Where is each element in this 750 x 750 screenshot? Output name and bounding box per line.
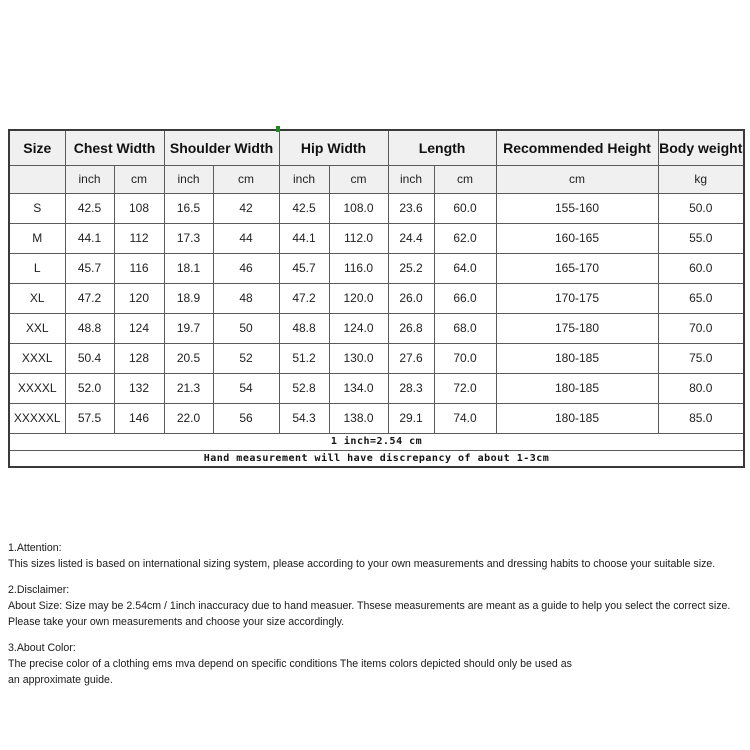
cell: 25.2 — [388, 253, 434, 283]
cell: 57.5 — [65, 403, 114, 433]
cell: 54 — [213, 373, 279, 403]
cell: 138.0 — [329, 403, 388, 433]
header-row-groups — [9, 130, 744, 165]
unit-shoulder-cm: cm — [213, 165, 279, 193]
table-row-xxxxl — [9, 373, 744, 403]
cell: 66.0 — [434, 283, 496, 313]
unit-shoulder-inch: inch — [164, 165, 213, 193]
cell: 116 — [114, 253, 164, 283]
footnote-about-color — [8, 640, 750, 688]
cell: 26.8 — [388, 313, 434, 343]
footnote-text: an approximate guide. — [8, 674, 113, 686]
header-row-units — [9, 165, 744, 193]
table-row-s — [9, 193, 744, 223]
cell: 60.0 — [658, 253, 744, 283]
footnote-title: 2.Disclaimer: — [8, 584, 70, 596]
table-row-xxxl — [9, 343, 744, 373]
footnote-disclaimer — [8, 582, 750, 630]
footnote-title: 1.Attention: — [8, 542, 62, 554]
cell: 165-170 — [496, 253, 658, 283]
cell: 132 — [114, 373, 164, 403]
cell: 28.3 — [388, 373, 434, 403]
cell: 44 — [213, 223, 279, 253]
cell: 48.8 — [65, 313, 114, 343]
cell: 17.3 — [164, 223, 213, 253]
unit-hip-cm: cm — [329, 165, 388, 193]
cell: 51.2 — [279, 343, 329, 373]
table-row-xxl — [9, 313, 744, 343]
cell: 44.1 — [65, 223, 114, 253]
cell: 24.4 — [388, 223, 434, 253]
col-header-hip-width: Hip Width — [279, 130, 388, 165]
cell: 45.7 — [279, 253, 329, 283]
note-hand-measurement: Hand measurement will have discrepancy of about 1-3cm — [9, 450, 744, 467]
cell: 74.0 — [434, 403, 496, 433]
footnotes — [8, 540, 750, 698]
cell: 180-185 — [496, 343, 658, 373]
cell: 26.0 — [388, 283, 434, 313]
cell-corner-marker — [276, 126, 280, 132]
cell: 50.0 — [658, 193, 744, 223]
cell: 80.0 — [658, 373, 744, 403]
cell: 60.0 — [434, 193, 496, 223]
col-header-chest-width: Chest Width — [65, 130, 164, 165]
table-row-xxxxxl — [9, 403, 744, 433]
cell: 108.0 — [329, 193, 388, 223]
size-label: L — [9, 253, 65, 283]
cell: 18.9 — [164, 283, 213, 313]
note-row-inch-conversion — [9, 433, 744, 450]
footnote-text: Please take your own measurements and choose your size accordingly. — [8, 616, 345, 628]
cell: 47.2 — [65, 283, 114, 313]
footnote-attention — [8, 540, 750, 572]
cell: 70.0 — [658, 313, 744, 343]
col-header-shoulder-width: Shoulder Width — [164, 130, 279, 165]
cell: 23.6 — [388, 193, 434, 223]
cell: 75.0 — [658, 343, 744, 373]
unit-empty — [9, 165, 65, 193]
cell: 29.1 — [388, 403, 434, 433]
cell: 55.0 — [658, 223, 744, 253]
unit-weight-kg: kg — [658, 165, 744, 193]
cell: 175-180 — [496, 313, 658, 343]
cell: 64.0 — [434, 253, 496, 283]
cell: 52.8 — [279, 373, 329, 403]
col-header-size: Size — [9, 130, 65, 165]
cell: 108 — [114, 193, 164, 223]
size-label: XXXXXL — [9, 403, 65, 433]
size-label: S — [9, 193, 65, 223]
unit-chest-cm: cm — [114, 165, 164, 193]
cell: 21.3 — [164, 373, 213, 403]
cell: 42.5 — [65, 193, 114, 223]
cell: 120.0 — [329, 283, 388, 313]
note-row-hand-measurement — [9, 450, 744, 467]
footnote-title: 3.About Color: — [8, 642, 76, 654]
note-inch-conversion: 1 inch=2.54 cm — [9, 433, 744, 450]
cell: 48.8 — [279, 313, 329, 343]
cell: 54.3 — [279, 403, 329, 433]
footnote-text: The precise color of a clothing ems mva depend on specific conditions The items colors depicted should only be used as — [8, 658, 572, 670]
cell: 180-185 — [496, 373, 658, 403]
table-row-l — [9, 253, 744, 283]
unit-hip-inch: inch — [279, 165, 329, 193]
cell: 116.0 — [329, 253, 388, 283]
cell: 45.7 — [65, 253, 114, 283]
cell: 155-160 — [496, 193, 658, 223]
col-header-body-weight: Body weight — [658, 130, 744, 165]
unit-length-cm: cm — [434, 165, 496, 193]
size-label: XXXXL — [9, 373, 65, 403]
cell: 65.0 — [658, 283, 744, 313]
size-chart-table — [8, 129, 745, 468]
cell: 56 — [213, 403, 279, 433]
cell: 120 — [114, 283, 164, 313]
cell: 22.0 — [164, 403, 213, 433]
size-label: XXL — [9, 313, 65, 343]
cell: 72.0 — [434, 373, 496, 403]
cell: 46 — [213, 253, 279, 283]
cell: 27.6 — [388, 343, 434, 373]
table-row-xl — [9, 283, 744, 313]
cell: 180-185 — [496, 403, 658, 433]
cell: 52 — [213, 343, 279, 373]
cell: 134.0 — [329, 373, 388, 403]
cell: 130.0 — [329, 343, 388, 373]
cell: 124 — [114, 313, 164, 343]
cell: 52.0 — [65, 373, 114, 403]
footnote-text: This sizes listed is based on international sizing system, please according to your own measurements and dressing habits to choose your suitable size. — [8, 558, 716, 570]
cell: 70.0 — [434, 343, 496, 373]
cell: 62.0 — [434, 223, 496, 253]
cell: 112 — [114, 223, 164, 253]
unit-length-inch: inch — [388, 165, 434, 193]
cell: 128 — [114, 343, 164, 373]
cell: 20.5 — [164, 343, 213, 373]
cell: 16.5 — [164, 193, 213, 223]
cell: 48 — [213, 283, 279, 313]
size-label: M — [9, 223, 65, 253]
footnote-text: About Size: Size may be 2.54cm / 1inch inaccuracy due to hand measuer. Thsese measurements are meant as a guide to help you select the correct size. — [8, 600, 731, 612]
col-header-length: Length — [388, 130, 496, 165]
cell: 50 — [213, 313, 279, 343]
col-header-recommended-height: Recommended Height — [496, 130, 658, 165]
size-label: XL — [9, 283, 65, 313]
cell: 160-165 — [496, 223, 658, 253]
cell: 50.4 — [65, 343, 114, 373]
unit-chest-inch: inch — [65, 165, 114, 193]
cell: 85.0 — [658, 403, 744, 433]
cell: 42.5 — [279, 193, 329, 223]
cell: 170-175 — [496, 283, 658, 313]
cell: 42 — [213, 193, 279, 223]
size-chart — [8, 129, 743, 468]
size-label: XXXL — [9, 343, 65, 373]
cell: 18.1 — [164, 253, 213, 283]
cell: 19.7 — [164, 313, 213, 343]
cell: 146 — [114, 403, 164, 433]
cell: 44.1 — [279, 223, 329, 253]
unit-height-cm: cm — [496, 165, 658, 193]
cell: 47.2 — [279, 283, 329, 313]
cell: 112.0 — [329, 223, 388, 253]
cell: 124.0 — [329, 313, 388, 343]
cell: 68.0 — [434, 313, 496, 343]
table-row-m — [9, 223, 744, 253]
